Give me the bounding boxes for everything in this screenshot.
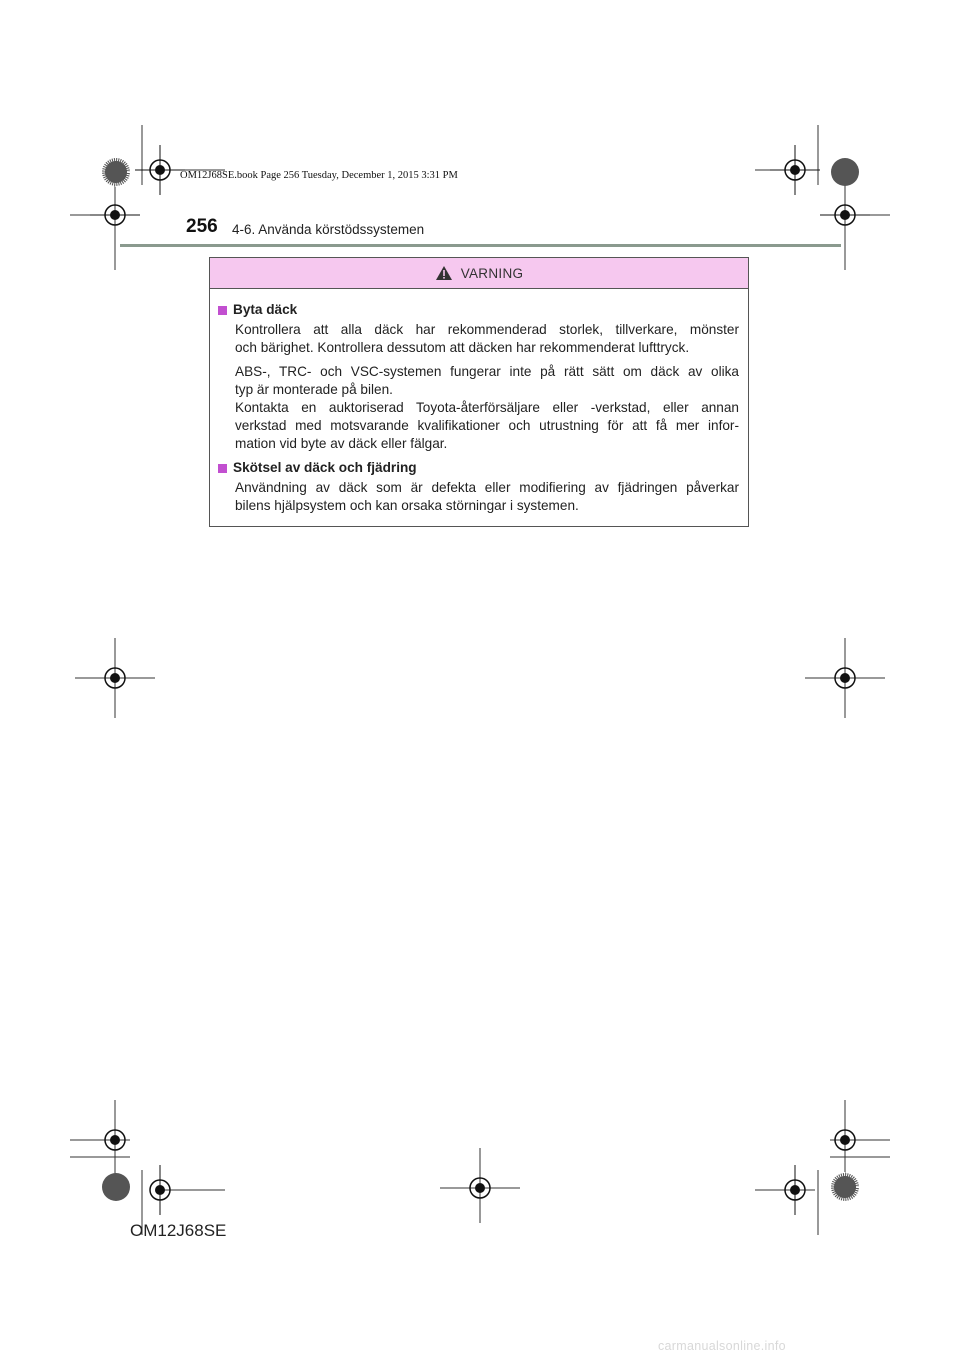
item-title-text: Skötsel av däck och fjädring xyxy=(233,460,417,475)
text-line: Kontrollera att alla däck har rekommenderad storlek, tillverkare, mönster xyxy=(235,322,739,337)
crop-mark-bottom-center xyxy=(440,1148,520,1223)
text-line: bilens hjälpsystem och kan orsaka störningar i systemen. xyxy=(235,498,579,513)
item-title xyxy=(218,459,739,477)
sunburst-mark-top-left xyxy=(101,157,131,187)
crop-mark-bottom-left xyxy=(60,1095,230,1240)
warning-triangle-icon xyxy=(435,265,453,281)
text-line: och bärighet. Kontrollera dessutom att däcken har rekommenderat lufttryck. xyxy=(235,340,690,355)
item-title-text: Byta däck xyxy=(233,302,298,317)
text-line: Kontakta en auktoriserad Toyota-återförsäljare eller -verkstad, eller annan xyxy=(235,400,739,415)
watermark: carmanualsonline.info xyxy=(658,1339,786,1353)
text-line: typ är monterade på bilen. xyxy=(235,382,393,397)
text-line: mation vid byte av däck eller fälgar. xyxy=(235,436,448,451)
paragraph xyxy=(235,321,739,357)
crop-mark-bottom-right xyxy=(750,1095,900,1240)
text-line: ABS-, TRC- och VSC-systemen fungerar inte på rätt sätt om däck av olika xyxy=(235,364,739,379)
text-line: verkstad med motsvarande kvalifikationer och utrustning för att få mer infor- xyxy=(235,418,739,433)
sunburst-mark-top-right xyxy=(830,157,860,187)
file-stamp: OM12J68SE.book Page 256 Tuesday, December 1, 2015 3:31 PM xyxy=(180,170,458,181)
crop-mark-top-right xyxy=(750,120,900,280)
sunburst-mark-bottom-right xyxy=(830,1172,860,1202)
warning-body xyxy=(210,289,748,515)
crop-mark-top-left xyxy=(60,120,230,280)
paragraph xyxy=(235,479,739,515)
warning-box xyxy=(209,257,749,527)
text-line: Användning av däck som är defekta eller modifiering av fjädringen påverkar xyxy=(235,480,739,495)
footer-code: OM12J68SE xyxy=(130,1221,227,1240)
warning-label: VARNING xyxy=(460,265,524,281)
item-title xyxy=(218,301,739,319)
section-title: 4-6. Använda körstödssystemen xyxy=(232,222,425,237)
bullet-square-icon xyxy=(218,306,227,315)
page-number: 256 xyxy=(186,216,218,237)
paragraph xyxy=(235,363,739,453)
header-rule xyxy=(120,244,841,247)
bullet-square-icon xyxy=(218,464,227,473)
crop-mark-middle-left xyxy=(75,638,155,718)
crop-mark-middle-right xyxy=(805,638,885,718)
sunburst-mark-bottom-left xyxy=(101,1172,131,1202)
warning-header xyxy=(210,258,748,289)
